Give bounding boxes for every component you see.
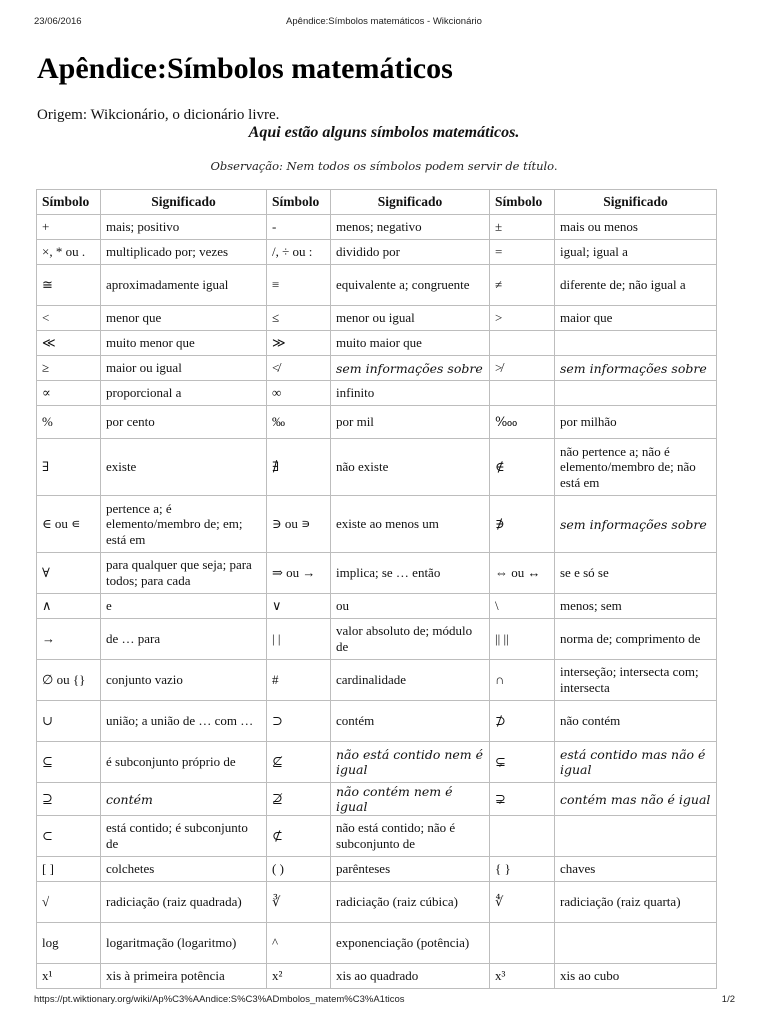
symbol-cell [490,923,555,964]
table-row [37,660,717,701]
header-meaning: Significado [555,190,717,215]
meaning-cell: valor absoluto de; módulo de [331,619,490,660]
meaning-cell: chaves [555,857,717,882]
symbol-cell: = [490,240,555,265]
symbol-cell: ⊅ [490,701,555,742]
table-row [37,857,717,882]
symbol-cell: x³ [490,964,555,989]
symbol-cell: ^ [267,923,331,964]
symbol-cell [490,381,555,406]
symbol-cell: ≪ [37,331,101,356]
meaning-cell: não está contido; não é subconjunto de [331,816,490,857]
meaning-cell [555,923,717,964]
symbol-cell: ∋ ou ∍ [267,496,331,553]
meaning-cell: colchetes [101,857,267,882]
origin-line: Origem: Wikcionário, o dicionário livre. [37,107,280,123]
meaning-cell [555,331,717,356]
table-row [37,306,717,331]
table-row [37,964,717,989]
symbol-cell: ∌ [490,496,555,553]
meaning-cell: cardinalidade [331,660,490,701]
symbol-cell: ⇒ ou → [267,553,331,594]
symbol-cell: ∝ [37,381,101,406]
meaning-cell: ou [331,594,490,619]
table-row [37,816,717,857]
table-row [37,923,717,964]
meaning-cell: contém [101,783,267,816]
meaning-cell: menos; sem [555,594,717,619]
footer-page-number: 1/2 [721,994,735,1005]
meaning-cell: multiplicado por; vezes [101,240,267,265]
meaning-cell: de … para [101,619,267,660]
table-row [37,381,717,406]
meaning-cell: não está contido nem é igual [331,742,490,783]
page-title: Apêndice:Símbolos matemáticos [37,52,453,85]
meaning-cell: radiciação (raiz cúbica) [331,882,490,923]
meaning-cell: não contém [555,701,717,742]
symbol-cell: ∛ [267,882,331,923]
table-row [37,701,717,742]
symbol-cell: → [37,619,101,660]
meaning-cell: se e só se [555,553,717,594]
meaning-cell: infinito [331,381,490,406]
symbol-cell: ⊈ [267,742,331,783]
note-text: Observação: Nem todos os símbolos podem servir de título. [210,159,558,173]
table-row [37,331,717,356]
meaning-cell: mais ou menos [555,215,717,240]
symbol-cell: ‰ [267,406,331,439]
meaning-cell: menor ou igual [331,306,490,331]
meaning-cell: dividido por [331,240,490,265]
print-page-title: Apêndice:Símbolos matemáticos - Wikcionário [286,16,482,27]
symbol-cell [490,331,555,356]
header-symbol: Símbolo [37,190,101,215]
table-row [37,496,717,553]
symbol-cell: ⊉ [267,783,331,816]
symbol-cell: ∃ [37,439,101,496]
meaning-cell: maior que [555,306,717,331]
table-row [37,619,717,660]
symbol-cell: ≥ [37,356,101,381]
meaning-cell: existe [101,439,267,496]
symbol-cell: ‱ [490,406,555,439]
symbol-cell: ⊋ [490,783,555,816]
meaning-cell: muito maior que [331,331,490,356]
meaning-cell: radiciação (raiz quadrada) [101,882,267,923]
symbol-cell: ∄ [267,439,331,496]
symbol-cell: √ [37,882,101,923]
meaning-cell [555,381,717,406]
symbol-cell: ∞ [267,381,331,406]
meaning-cell: muito menor que [101,331,267,356]
header-meaning: Significado [101,190,267,215]
table-row [37,215,717,240]
symbol-cell: ∜ [490,882,555,923]
symbol-cell: < [37,306,101,331]
symbol-cell: ≤ [267,306,331,331]
meaning-cell: menos; negativo [331,215,490,240]
footer-url: https://pt.wiktionary.org/wiki/Ap%C3%AAndice:S%C3%ADmbolos_matem%C3%A1ticos [34,994,405,1005]
meaning-cell: e [101,594,267,619]
symbol-cell: | | [267,619,331,660]
meaning-cell: igual; igual a [555,240,717,265]
symbol-cell: [ ] [37,857,101,882]
print-date: 23/06/2016 [34,16,82,27]
meaning-cell: união; a união de … com … [101,701,267,742]
symbol-cell: ≯ [490,356,555,381]
table-row [37,553,717,594]
symbol-cell: ∩ [490,660,555,701]
table-row [37,406,717,439]
symbol-cell: ×, * ou . [37,240,101,265]
symbol-cell: \ [490,594,555,619]
symbol-cell: % [37,406,101,439]
meaning-cell: maior ou igual [101,356,267,381]
symbol-cell: ( ) [267,857,331,882]
table-row [37,356,717,381]
meaning-cell: é subconjunto próprio de [101,742,267,783]
symbol-cell: ≡ [267,265,331,306]
symbol-cell: ∈ ou ∊ [37,496,101,553]
symbol-cell: ∪ [37,701,101,742]
meaning-cell: sem informações sobre [555,496,717,553]
symbol-cell: x² [267,964,331,989]
meaning-cell: exponenciação (potência) [331,923,490,964]
meaning-cell: está contido; é subconjunto de [101,816,267,857]
meaning-cell: radiciação (raiz quarta) [555,882,717,923]
meaning-cell: por milhão [555,406,717,439]
table-row [37,783,717,816]
meaning-cell: equivalente a; congruente [331,265,490,306]
meaning-cell: interseção; intersecta com; intersecta [555,660,717,701]
symbol-cell: ± [490,215,555,240]
meaning-cell: xis ao cubo [555,964,717,989]
meaning-cell [555,816,717,857]
meaning-cell: diferente de; não igual a [555,265,717,306]
symbol-cell: /, ÷ ou : [267,240,331,265]
meaning-cell: está contido mas não é igual [555,742,717,783]
meaning-cell: contém [331,701,490,742]
meaning-cell: implica; se … então [331,553,490,594]
table-row [37,439,717,496]
symbols-table [36,189,717,989]
symbol-cell: ⊂ [37,816,101,857]
meaning-cell: menor que [101,306,267,331]
meaning-cell: sem informações sobre [331,356,490,381]
meaning-cell: sem informações sobre [555,356,717,381]
symbol-cell [490,816,555,857]
header-symbol: Símbolo [490,190,555,215]
symbol-cell: ⊆ [37,742,101,783]
table-row [37,265,717,306]
meaning-cell: pertence a; é elemento/membro de; em; está em [101,496,267,553]
table-body [37,215,717,989]
symbol-cell: ⇔ ou ↔ [490,553,555,594]
symbol-cell: ≫ [267,331,331,356]
meaning-cell: logaritmação (logaritmo) [101,923,267,964]
table-row [37,594,717,619]
symbol-cell: > [490,306,555,331]
symbol-cell: ∅ ou {} [37,660,101,701]
symbol-cell: ⊇ [37,783,101,816]
symbol-cell: ⊃ [267,701,331,742]
intro-text: Aqui estão alguns símbolos matemáticos. [248,124,520,141]
symbol-cell: || || [490,619,555,660]
symbol-cell: ∨ [267,594,331,619]
header-meaning: Significado [331,190,490,215]
meaning-cell: conjunto vazio [101,660,267,701]
meaning-cell: contém mas não é igual [555,783,717,816]
symbol-cell: + [37,215,101,240]
symbol-cell: ∧ [37,594,101,619]
symbol-cell: ≮ [267,356,331,381]
meaning-cell: por cento [101,406,267,439]
meaning-cell: para qualquer que seja; para todos; para cada [101,553,267,594]
symbol-cell: # [267,660,331,701]
meaning-cell: não contém nem é igual [331,783,490,816]
symbol-cell: ⊊ [490,742,555,783]
meaning-cell: mais; positivo [101,215,267,240]
table-row [37,240,717,265]
symbol-cell: ≅ [37,265,101,306]
symbol-cell: log [37,923,101,964]
symbol-cell: ≠ [490,265,555,306]
meaning-cell: xis à primeira potência [101,964,267,989]
meaning-cell: norma de; comprimento de [555,619,717,660]
table-row [37,882,717,923]
meaning-cell: por mil [331,406,490,439]
meaning-cell: não pertence a; não é elemento/membro de; não está em [555,439,717,496]
header-symbol: Símbolo [267,190,331,215]
table-row [37,742,717,783]
symbol-cell: - [267,215,331,240]
meaning-cell: xis ao quadrado [331,964,490,989]
table-header-row [37,190,717,215]
meaning-cell: aproximadamente igual [101,265,267,306]
symbol-cell: x¹ [37,964,101,989]
meaning-cell: parênteses [331,857,490,882]
symbol-cell: { } [490,857,555,882]
meaning-cell: proporcional a [101,381,267,406]
symbol-cell: ∀ [37,553,101,594]
symbol-cell: ⊄ [267,816,331,857]
meaning-cell: não existe [331,439,490,496]
symbol-cell: ∉ [490,439,555,496]
meaning-cell: existe ao menos um [331,496,490,553]
